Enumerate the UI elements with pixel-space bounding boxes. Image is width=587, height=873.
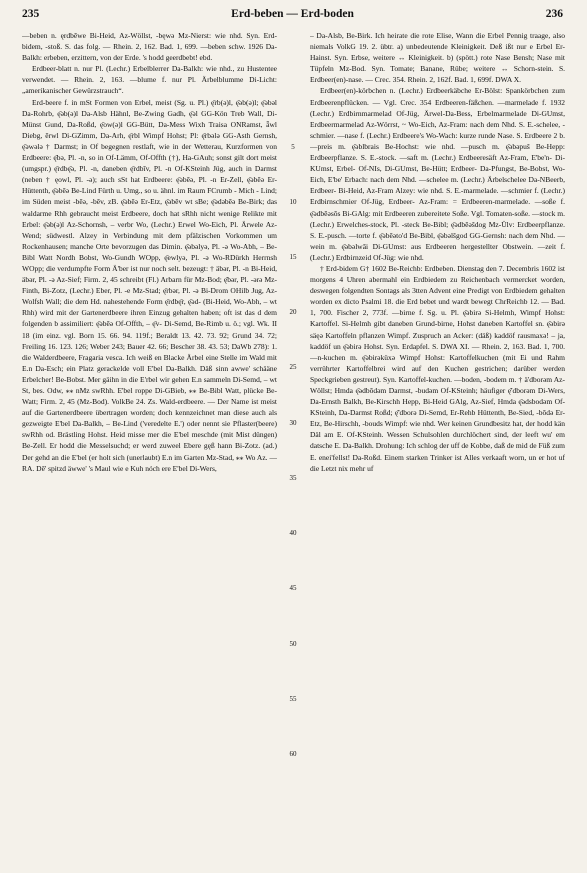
line-number: 40 (289, 529, 297, 537)
line-number: 35 (289, 474, 297, 482)
line-number: 5 (291, 143, 295, 151)
entry-erd-beere-continued: – Da-Alsb, Be-Birk. Ich heirate die rote Elise, Wann die Erbel Pennig traage, also niemals VolkG 19. 2. übtr. a) unbedeutende Kleinigkeit. Deß ißt nur e Erbel Er-Hainst. Syn. Erbse, weitere ↔ Kleinigkeit. b) (spött.) rote Nase Bensh; Nase mit Tüpfeln Mz-Bod. Syn. Tomate; Banane, Rübe; weitere ↔ Schorn-stein. S. Erdbeer(en)-nase. — Crec. 354. Rhein. 2, 162f. Bad. 1, 699f. DWA X. (310, 31, 565, 85)
entry-erdbeer-blatt: Erdbeer-blatt n. nur Pl. (Lechr.) Erbelblerrer Da-Balkh: wie nhd., zu Hustentee verwendet. — Rhein. 2, 163. —blume f. nur Pl. Ärbelblumme Di-Licht: „amerikanischer Gewürzstrauch“. (22, 64, 277, 96)
line-number: 15 (289, 253, 297, 261)
entry-erd-beere: Erd-beere f. in mSt Formen von Erbel, meist (Sg. u. Pl.) ę̄rb(ə)l, ę̄əb(ə)l; ę̄əbəl Da-Rohrb, ę̄əb(ə)l Da-Alsb Hähnl, Be-Zwing Gadh, ę̄əl GG-Kön Treb Wall, Di-Münst Gund, Da-Roßd, ę̄ow(ə)l GG-Bütt, Da-Mess Wixh Traisa ONRamst, ǟwl Diebg, ērwl Di-GZimm, Da-Arh, ę̄rbl Wimpf Hohst; Pl: ę̄rbələ GG-Asth Gernsh, ę̄əwələ † Darmst; in Of begegnen restlaft, wie in der Wetterau, Kurzformen von Erdbeere: ę̄bə, Pl. -n, so in Of-Lämm, Of-Offth (†), Ha-GAuh; sonst gilt dort meist (umgspr.) ę̄rdbę̄ə, Pl. -n, daneben ę̄rdbīv, Pl. -n Of-KSteinh Jüg, auch in Darmst (neben † ęowl, Pl. -ə); auch sSt hat Erdbeere: ę̄əbēə, Pl. -n Er-Zell, ę̄əbēə Er-Hüttenth, ę̄əbēə Be-Lind Fürth u. Umg., so u. ähnl. im Raum FCrumb - Mich - Lind; im Süden meist -bēə, -bēv, zB. ę̄əbēə Er-Etz, ę̄əbēv wt sBe; ę̄ədəbēə Be-Birk; das waldarme Rhh gebraucht meist Erdbeere, doch hat sRhh nicht wenige Relikte mit Erbel: ę̄əb(ə)l Az-Schornsh, – verbr Wo, (Lechr.) Erwel Wo-Eich, Pl. Ärwele Az-Wend; südwestl. Alzey in Verbindung mit dem pfälzischen Vorkommen um Rockenhausen; manche Orte bevorzugen das Dimin. ę̄əbəlyə, Pl. -ə Wo-Abh, – Be-Bibl Watt Nordh Bobst, Wo-Gundh WOpp, ę̄ewlyə, Pl. -ə Wo-RDürkh Herrnsh WOpp; die verdumpfte Form Ä'ber ist nur noch selt. bezeugt: † äbər, Pl. -n Bi-Heid, äbər, Pl. -ə Az-Sief; Firm. 2, 45 schreibt (Fl.) Arbarn für Mz-Bod; ę̄bər, Pl. -ərə Mz-Finth, Bi-Zotz, (Lechr.) Eber, Pl. -e Mz-Stad; ę̄rbər, Pl. -ə Bi-Drom OHilb Jug, Az-Wolfsh Wall; die dem Hd. nahestehende Form ę̄rdbę̄r, ę̄əd- (Bi-Heid, Wo-Abh, – wt Rhh) wird mit der Gartenerdbeere ihren Einzug gehalten haben; oft ist das d dem folgenden b assimiliert: ę̄əbēə Of-Offth, – ę̄v- Di-Semd, Be-Rimb u. ö.; vgl. Wk. II 18 (im einz. vgl. Born 15. 66. 94. 119f.; Beraldt 13. 42. 73. 92; Grund 34. 72; Freiling 16. 123. 126; Weber 243; Bauer 42. 66; Bescher 38. 43. 53; DaWb 278): 1. die Walderdbeere, Fragaria vesca. Ich weiß en Blacke Ärbel eine Stelle im Wald mit E.n Da-Esch; ein Platz gerackelde voll E'bel Da-Balkh. Däß sinn awwe' schääne Erbelcher! Be-Bobst. Mer gäihn in die E'rbel wir gehen E.n sammeln Di-Semd, – wt St, bes. Odw, ⁎⁎ nMz swRhh. E'bel roppe Di-GBieb, ⁎⁎ Be-Bibl Watt, plücke Be-Watt; Firm. 2, 45 (Mz-Bod). VolkBe 24. Zs. Wald-erdbeere. — Der Name ist meist auf die Gartenerdbeere übertragen worden; doch kennzeichnet man diese auch als gezweigte E'bel Da-Balkh, – Be-Lind ('veredelte E.') oder nennt sie Pflaster(beere) swRhh od. Brästling Hohst. Heid misse mer die E'bel meschde (mit Mist düngen) Be-Zell. Er hodd die Messelsuchd; er werd zuweel Ebere gęß hann Bi-Zotz. (ad.) Der gehd an die E'bel (er holt sich (unerlaubt) E.n im Garten Mz-Stad, ⁎⁎ Wo Az. — RA. Dē' spitzd äwwe' 's Maul wie e Kuh nóch ere E'bel Di-Wers, (22, 97, 277, 473)
page-number-right: 236 (545, 8, 563, 20)
line-number-gutter (285, 30, 301, 868)
line-number: 25 (289, 363, 297, 371)
right-column (310, 30, 565, 868)
page-number-left: 235 (22, 8, 40, 20)
page-header (22, 8, 563, 24)
line-number: 50 (289, 640, 297, 648)
left-column (22, 30, 277, 868)
line-number: 20 (289, 308, 297, 316)
line-number: 45 (289, 584, 297, 592)
entry-erd-beben: —beben n. ęrdbēwe Bi-Heid, Az-Wöllst, -bęwə Mz-Nierst: wie nhd. Syn. Erd-bidem, -stoß. S. das folg. — Rhein. 2, 162. Bad. 1, 699. —beben schw. 1926 Da-Balkh: erbeben, erzittern, von der Erde. 's hodd geerdbebt! ebd. (22, 31, 277, 63)
line-number: 55 (289, 695, 297, 703)
line-number: 60 (289, 750, 297, 758)
line-number: 10 (289, 198, 297, 206)
running-title: Erd-beben — Erd-boden (231, 8, 354, 20)
entry-erdbeer-koerbchen: Erdbeer(en)-körbchen n. (Lechr.) Erdbeerkäbche Er-Bölst: Spankörbchen zum Erdbeerenpflücken. — Vgl. Crec. 354 Erdbeeren-fäßchen. —marmelade f. 1932 (Lechr.) Erdbirnmarmelad Of-Jüg, Ärwel-Da-Bess, Erbelmarmelade Di-GUmst, Erdbeermarmelad Az-Wörrst, ~ Wo-Eich, Az-Fram: nach dem Nhd. S. E.-schelee, -schmier. —nase f. (Lechr.) Erdbeere's Wo-Wach: kurze runde Nase. S. Erdbeere 2 b. —preis m. ę̄əblbrais Be-Hochst: wie nhd. —pusch m. ę̄əbəpuš Be-Hepp: Erdbeerpflanze. S. E.-stock. —saft m. (Lechr.) Erdbeeresäft Az-Fram, E'be'n- Di-KUmst, Erbel- Of-NIs, Di-GUmst, Be-Hütt; Erdbeer- Da-Pfungst, Be-Bobst, Wo-Eich, E'be' Erbach: nach dem Nhd. —schelee m. (Lechr.) Ärbelschelee Da-NBeerb, Erdbeer- Bi-Heid, Az-Fram Alzey: wie nhd. S. E.-marmelade. —schmier f. (Lechr.) Erdbirnschmier Of-Jüg, Erdbeer- Az-Fram: = Erdbeeren-marmelade. —soße f. ę̄ədbēəsōs Bi-GAlg: mit Erdbeeren zubereitete Soße. Vgl. Tomaten-soße. —stock m. (Lechr.) Erwelches-stock, Pl. -steck Be-Bibl; ę̄ədbēəšdog Mz-Ülv: Erdbeerpflanze. S. E.-pusch. —torte f. ę̄əbēəto'd Be-Bibl, ę̄əbəlšgod GG-Gernsh: nach dem Nhd. —wein m. ę̄əbəlwāi Di-GUmst: aus Erdbeeren hergestellter Obstwein. —zeit f. (Lechr.) Erdbirnzeid Of-Jüg: wie nhd. (310, 86, 565, 262)
line-number: 30 (289, 419, 297, 427)
entry-erd-bidem: † Erd-bidem G† 1602 Be-Reichb: Erdbeben. Dienstag den 7. Decembris 1602 ist morgens 4 Uhren abermahl ein Erdbiedem zu Reichenbach vermercket worden, deswegen folgendten Sontags als 3tten Advent eine Predigt von Erdbiedem gehalten worden ex dicto Psalmi 18. die Erd bebet und wardt bewegt ChrReichb 12. — Bad. 1, 700. Fischer 2, 773f. —birne f. Sg. u. Pl. ę̄əbirə Si-Helmh, Wimpf Hohst: Kartoffel. Si-Helmh gibt daneben Grund-birne, Hohst daneben Kartoffel sn. ę̄əbirə säęə Kartoffeln pflanzen Wimpf. Zuspruch an Acker: (däß) kaddöf rausmaxə! – ja, kaddöf un ę̄əbirə Hohst. Syn. Erdapfel. S. DWA XI. — Rhein. 2, 163. Bad. 1, 700. —n-kuchen m. ę̄əbirəküxə Wimpf Hohst: Kartoffelkuchen (mit Ei und Rahm verrührter Kartoffelbrei wird auf den Kuchen gestrichen; darüber werden Speckgrieben gestreut). Syn. Kartoffel-kuchen. —boden, -bodem m. † ä'dborəm Az-Wöllst; Hmda ę̄ədbōdəm Darmst, -budəm Of-KSteinh; häufiger ę̄'dborəm Di-Wers, Da-Ernsth Balkh, Be-Kirschh Hepp, Bi-Heid GAlg, Az-Sief, Hmda ę̄ədsbodəm Of-KSteinh, Da-Darmst Roßd; ę̄'dborə Di-Semd, Er-Rehb Hüttenth, Be-Sied, -bōdə Er-Etz, Be-Hirschh, -bouds Wimpf: wie nhd. Wer keinen Grundbesitz hat, der hodd kän Däl am E. Of-KSteinh. Wessen Schulsohlen durchlöchert sind, der leeft wu' em datsche E. Da-Balkh. Drohung: Ich schlog der uff de Kobbe, daß de mid de Füß zum E. enei'fellst! Da-Roßd. Einem starken Trinker ist Alles verkaaft worn, un er hot uf die Letzt nix mehr uf (310, 263, 565, 473)
